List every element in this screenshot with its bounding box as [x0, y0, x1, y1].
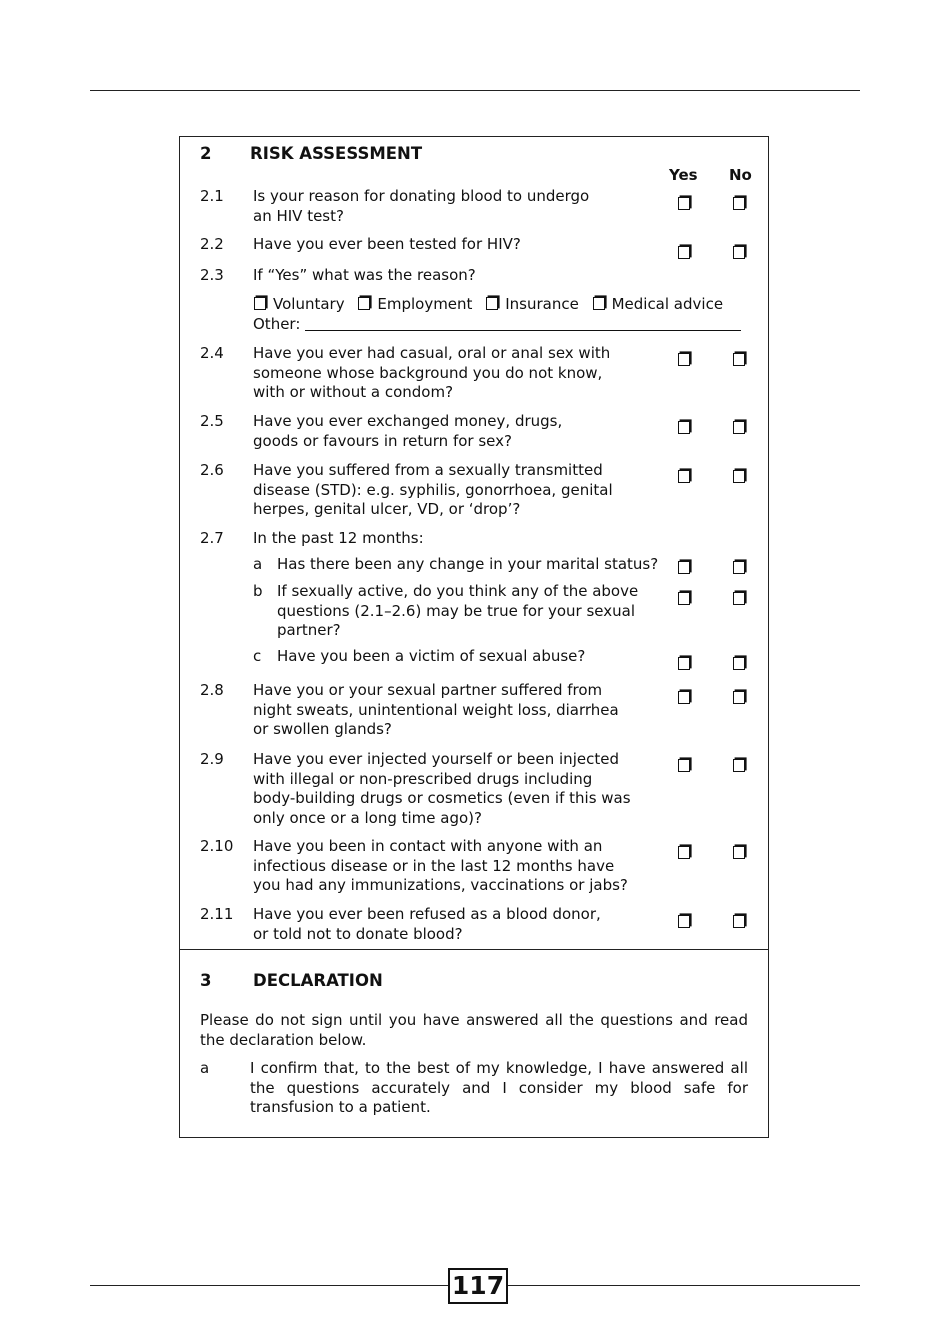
other-reason-field[interactable] [305, 316, 741, 331]
other-label: Other: [253, 315, 301, 333]
no-checkbox[interactable] [733, 353, 745, 366]
question-text-line: Have you ever injected yourself or been injected [253, 750, 619, 768]
yes-checkbox[interactable] [678, 421, 690, 434]
sub-question-text-line: If sexually active, do you think any of the above [277, 582, 639, 600]
sub-question-label: a [253, 555, 263, 573]
yes-column-header: Yes [669, 166, 698, 184]
option-label: Medical advice [611, 295, 724, 313]
section-number: 2 [200, 144, 212, 163]
question-text-line: Is your reason for donating blood to undergo [253, 187, 590, 205]
question-number: 2.9 [200, 750, 224, 768]
question-text-line: goods or favours in return for sex? [253, 431, 512, 450]
sub-question-text-line: questions (2.1–2.6) may be true for your sexual [277, 601, 636, 620]
yes-checkbox[interactable] [678, 246, 690, 259]
sub-question-text-line: Have you been a victim of sexual abuse? [277, 647, 586, 665]
question-number: 2.11 [200, 905, 234, 923]
option-label: Voluntary [273, 295, 345, 313]
no-checkbox[interactable] [733, 246, 745, 259]
question-text-line: infectious disease or in the last 12 months have [253, 856, 615, 875]
no-checkbox[interactable] [733, 197, 745, 210]
declaration-item-label: a [200, 1059, 210, 1077]
employment-checkbox[interactable] [358, 297, 370, 310]
question-text-line: body-building drugs or cosmetics (even if this was [253, 789, 631, 807]
section-number: 3 [200, 971, 212, 990]
no-column-header: No [729, 166, 752, 184]
question-number: 2.4 [200, 344, 224, 362]
question-number: 2.8 [200, 681, 224, 699]
form-frame [179, 136, 769, 1138]
question-text-line: with illegal or non-prescribed drugs including [253, 769, 593, 788]
question-text-line: disease (STD): e.g. syphilis, gonorrhoea, genital [253, 480, 613, 499]
no-checkbox[interactable] [733, 657, 745, 670]
option-label: Employment [377, 295, 473, 313]
no-checkbox[interactable] [733, 846, 745, 859]
question-number: 2.10 [200, 837, 234, 855]
no-checkbox[interactable] [733, 592, 745, 605]
section-title: DECLARATION [253, 971, 383, 990]
declaration-item-text: I confirm that, to the best of my knowledge, I have answered all the questions accurately and I consider my blood safe for transfusion to a patient. [250, 1059, 748, 1116]
no-checkbox[interactable] [733, 470, 745, 483]
yes-checkbox[interactable] [678, 915, 690, 928]
sub-question-label: b [253, 582, 263, 600]
footer-rule-left [90, 1285, 448, 1286]
question-text-line: Have you ever exchanged money, drugs, [253, 412, 563, 430]
section-title: RISK ASSESSMENT [250, 144, 423, 163]
question-text-line: you had any immunizations, vaccinations or jabs? [253, 876, 628, 894]
question-number: 2.5 [200, 412, 224, 430]
question-number: 2.7 [200, 529, 224, 547]
reason-options [253, 295, 723, 315]
question-text-line: only once or a long time ago)? [253, 808, 482, 827]
yes-checkbox[interactable] [678, 197, 690, 210]
question-number: 2.1 [200, 187, 224, 205]
question-text-line: Have you ever been refused as a blood donor, [253, 905, 601, 923]
question-text-line: someone whose background you do not know, [253, 363, 603, 382]
yes-checkbox[interactable] [678, 759, 690, 772]
question-text-line: herpes, genital ulcer, VD, or ‘drop’? [253, 500, 521, 518]
voluntary-checkbox[interactable] [254, 297, 266, 310]
question-text-line: Have you ever been tested for HIV? [253, 235, 521, 253]
yes-checkbox[interactable] [678, 561, 690, 574]
footer-rule-right [507, 1285, 860, 1286]
section-divider [180, 949, 768, 950]
question-text-line: If “Yes” what was the reason? [253, 266, 476, 284]
yes-checkbox[interactable] [678, 592, 690, 605]
yes-checkbox[interactable] [678, 353, 690, 366]
top-rule [90, 90, 860, 91]
option-label: Insurance [505, 295, 579, 313]
question-text-line: night sweats, unintentional weight loss, diarrhea [253, 700, 619, 719]
no-checkbox[interactable] [733, 561, 745, 574]
question-text-line: Have you or your sexual partner suffered from [253, 681, 603, 699]
yes-checkbox[interactable] [678, 657, 690, 670]
question-text-line: or swollen glands? [253, 720, 392, 738]
question-number: 2.2 [200, 235, 224, 253]
question-text-line: Have you been in contact with anyone with an [253, 837, 603, 855]
no-checkbox[interactable] [733, 759, 745, 772]
yes-checkbox[interactable] [678, 470, 690, 483]
sub-question-label: c [253, 647, 262, 665]
sub-question-text-line: Has there been any change in your marital status? [277, 555, 659, 573]
question-number: 2.6 [200, 461, 224, 479]
no-checkbox[interactable] [733, 915, 745, 928]
yes-checkbox[interactable] [678, 691, 690, 704]
no-checkbox[interactable] [733, 691, 745, 704]
page-number: 117 [448, 1268, 508, 1304]
question-text-line: or told not to donate blood? [253, 924, 463, 943]
medical-advice-checkbox[interactable] [593, 297, 605, 310]
question-number: 2.3 [200, 266, 224, 284]
sub-question-text-line: partner? [277, 621, 341, 639]
yes-checkbox[interactable] [678, 846, 690, 859]
question-text-line: In the past 12 months: [253, 529, 424, 547]
question-text-line: Have you ever had casual, oral or anal sex with [253, 344, 611, 362]
question-text-line: an HIV test? [253, 206, 344, 225]
question-text-line: with or without a condom? [253, 383, 454, 401]
insurance-checkbox[interactable] [486, 297, 498, 310]
other-reason-row [253, 315, 741, 335]
no-checkbox[interactable] [733, 421, 745, 434]
declaration-intro: Please do not sign until you have answered all the questions and read the declaration below. [200, 1011, 748, 1049]
question-text-line: Have you suffered from a sexually transmitted [253, 461, 603, 479]
